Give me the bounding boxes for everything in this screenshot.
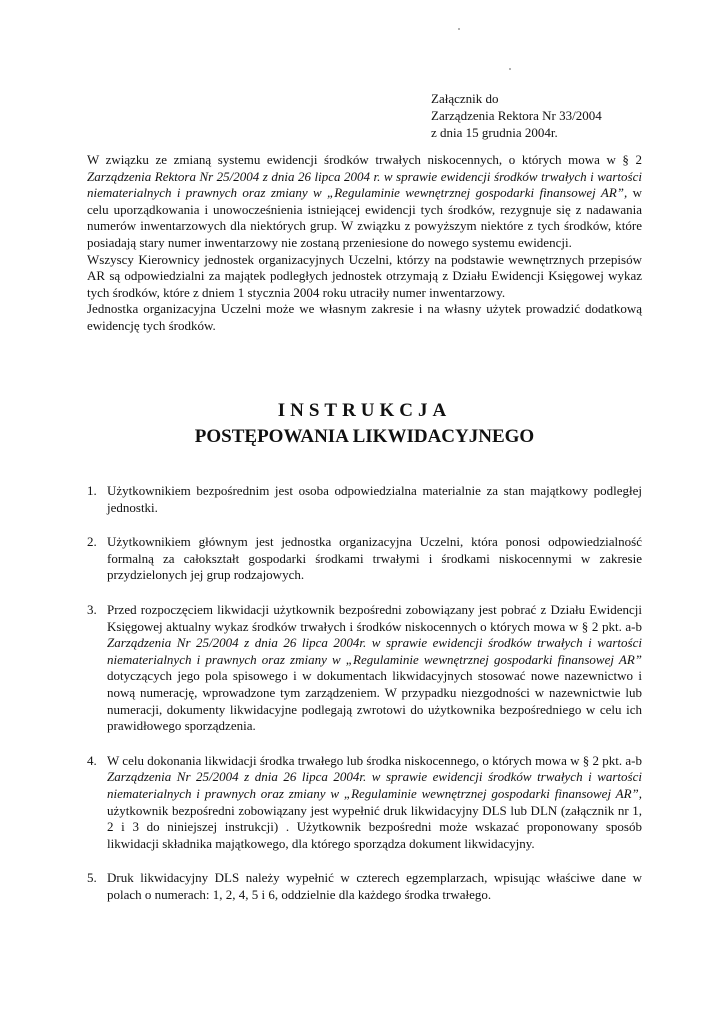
item-text-end: użytkownik bezpośredni zobowiązany jest wypełnić druk likwidacyjny DLS lub DLN (załącznik nr 1, 2 i 3 do niniejszej instrukcji) . Użytkownik bezpośredni może wskazać proponowany sposób likwidacji składnika majątkowego, dla którego sporządza dokument likwidacyjny.	[107, 802, 642, 851]
title-line-2: POSTĘPOWANIA LIKWIDACYJNEGO	[194, 426, 535, 447]
intro-paragraph-3: Jednostka organizacyjna Uczelni może we własnym zakresie i na własny użytek prowadzić dodatkową ewidencję tych środków.	[87, 301, 642, 333]
item-number: 2.	[87, 534, 97, 550]
item-number: 1.	[87, 483, 97, 498]
title-line-1: INSTRUKCJA	[277, 400, 452, 421]
list-item	[87, 483, 642, 516]
item-text: Przed rozpoczęciem likwidacji użytkownik bezpośredni zobowiązany jest pobrać z Działu Ewidencji Księgowej aktualny wykaz środków trwałych i środków niskocennych o których mowa w § 2 pkt. a-b	[107, 601, 642, 634]
item-number: 4.	[87, 752, 97, 768]
annex-line-3: z dnia 15 grudnia 2004r.	[431, 125, 558, 140]
item-text-end: dotyczących jego pola spisowego i w dokumentach likwidacyjnych stosować nowe nazewnictwo i nową numerację, wprowadzone tym zarządzeniem. W przypadku niezgodności w nazewnictwie lub numeracji, dokumenty likwidacyjne podlegają zwrotowi do użytkownika bezpośredniego w celu ich prawidłowego sporządzenia.	[107, 668, 642, 734]
list-item	[87, 870, 642, 903]
list-item	[87, 534, 642, 584]
item-number: 5.	[87, 870, 97, 886]
annex-header	[431, 90, 671, 141]
item-italic: Zarządzenia Nr 25/2004 z dnia 26 lipca 2004r. w sprawie ewidencji środków trwałych i wartości niematerialnych i prawnych oraz zmiany w „Regulaminie wewnętrznej gospodarki finansowej AR”,	[107, 769, 642, 801]
scan-speck	[458, 28, 460, 30]
annex-line-1: Załącznik do	[431, 91, 499, 106]
instruction-list	[87, 483, 642, 921]
list-item	[87, 753, 642, 853]
item-italic: Zarządzenia Nr 25/2004 z dnia 26 lipca 2004r. w sprawie ewidencji środków trwałych i wartości niematerialnych i prawnych oraz zmiany w „Regulaminie wewnętrznej gospodarki finansowej AR”	[107, 635, 642, 667]
intro-paragraph-1	[87, 152, 642, 252]
scan-speck	[509, 68, 511, 70]
item-text: Użytkownikiem głównym jest jednostka organizacyjna Uczelni, która ponosi odpowiedzialność formalną za całokształt gospodarki środkami trwałymi i środkami niskocennymi w zakresie przydzielonych jej grup rodzajowych.	[107, 534, 642, 583]
document-title	[87, 398, 642, 450]
item-text: Użytkownikiem bezpośrednim jest osoba odpowiedzialna materialnie za stan majątkowy podległej jednostki.	[107, 483, 642, 515]
intro-paragraph-2: Wszyscy Kierownicy jednostek organizacyjnych Uczelni, którzy na podstawie wewnętrznych przepisów AR są odpowiedzialni za majątek podległych jednostek otrzymają z Działu Ewidencji Księgowej wykaz tych środków, które z dniem 1 stycznia 2004 roku utraciły numer inwentarzowy.	[87, 251, 642, 300]
intro-section	[87, 152, 642, 335]
intro-p1-text-end: w celu uporządkowania i unowocześnienia istniejącej ewidencji tych środków, rezygnuje się z nadawania numerów inwentarzowych dla niektórych grup. W związku z powyższym niektóre z tych środków, które posiadają stary numer inwentarzowy nie zostaną przeniesione do nowego systemu ewidencji.	[87, 185, 642, 250]
intro-p1-italic: Zarządzenia Rektora Nr 25/2004 z dnia 26 lipca 2004 r. w sprawie ewidencji środków trwałych i wartości niematerialnych i prawnych oraz zmiany w „Regulaminie wewnętrznej gospodarki finansowej AR”,	[87, 168, 642, 201]
item-number: 3.	[87, 601, 97, 617]
item-text: Druk likwidacyjny DLS należy wypełnić w czterech egzemplarzach, wpisując właściwe dane w polach o numerach: 1, 2, 4, 5 i 6, oddzielnie dla każdego środka trwałego.	[107, 870, 642, 902]
annex-line-2: Zarządzenia Rektora Nr 33/2004	[431, 108, 602, 123]
list-item	[87, 602, 642, 735]
item-text: W celu dokonania likwidacji środka trwałego lub środka niskocennego, o których mowa w § 2 pkt. a-b	[107, 752, 642, 768]
intro-p1-text: W związku ze zmianą systemu ewidencji środków trwałych niskocennych, o których mowa w § 2	[87, 152, 642, 167]
